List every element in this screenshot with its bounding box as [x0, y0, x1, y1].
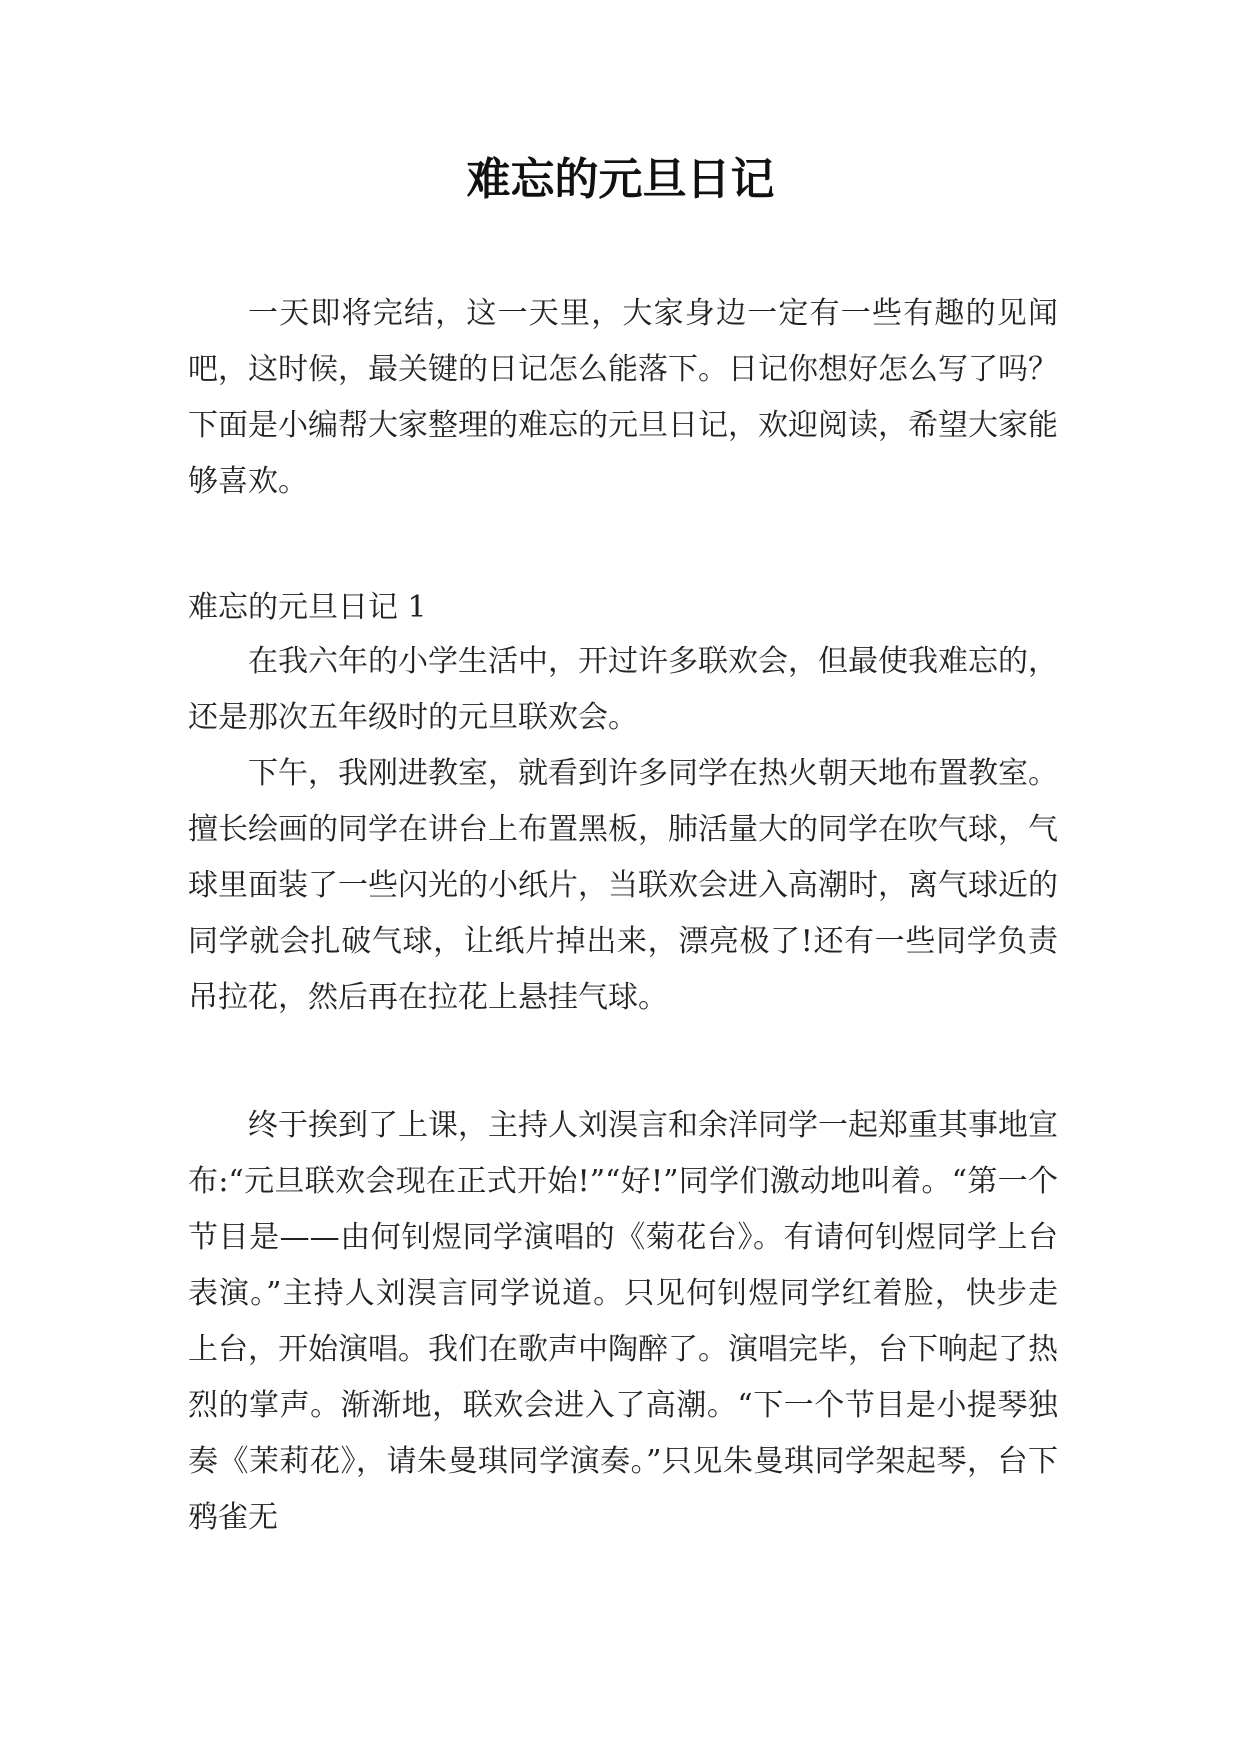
body-paragraph: 下午，我刚进教室，就看到许多同学在热火朝天地布置教室。擅长绘画的同学在讲台上布置黑板，肺活量大的同学在吹气球，气球里面装了一些闪光的小纸片，当联欢会进入高潮时，离气球近的同学就会扎破气球，让纸片掉出来，漂亮极了!还有一些同学负责吊拉花，然后再在拉花上悬挂气球。 — [188, 756, 1058, 1015]
document-title: 难忘的元旦日记 — [466, 154, 775, 205]
body-paragraph: 在我六年的小学生活中，开过许多联欢会，但最使我难忘的，还是那次五年级时的元旦联欢会。 — [188, 644, 1058, 735]
section-heading: 难忘的元旦日记 1 — [188, 590, 427, 625]
body-paragraph: 终于挨到了上课，主持人刘淏言和余洋同学一起郑重其事地宣布:“元旦联欢会现在正式开始!”“好!”同学们激动地叫着。“第一个节目是——由何钊煜同学演唱的《菊花台》。有请何钊煜同学上台表演。”主持人刘淏言同学说道。只见何钊煜同学红着脸，快步走上台，开始演唱。我们在歌声中陶醉了。演唱完毕，台下响起了热烈的掌声。渐渐地，联欢会进入了高潮。“下一个节目是小提琴独奏《茉莉花》，请朱曼琪同学演奏。”只见朱曼琪同学架起琴，台下鸦雀无 — [188, 1108, 1058, 1535]
intro-paragraph: 一天即将完结，这一天里，大家身边一定有一些有趣的见闻吧，这时候，最关键的日记怎么能落下。日记你想好怎么写了吗？下面是小编帮大家整理的难忘的元旦日记，欢迎阅读，希望大家能够喜欢。 — [188, 296, 1058, 499]
